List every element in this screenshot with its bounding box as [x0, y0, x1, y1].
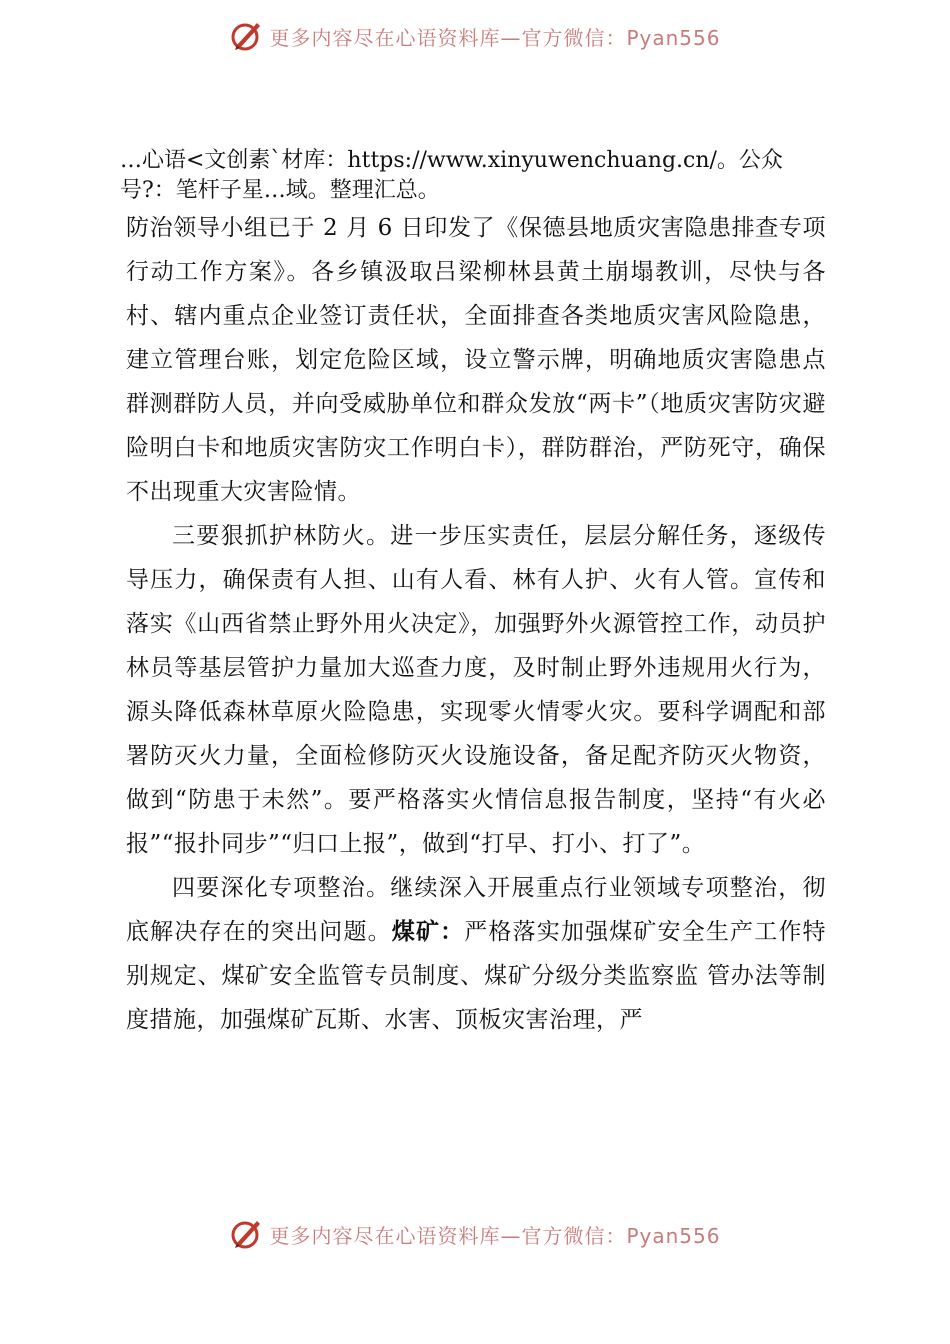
source-note: …心语<文创素`材库：https://www.xinyuwenchuang.cn/。公众号?：笔杆子星…域。整理汇总。	[120, 148, 783, 203]
header-banner-text: 更多内容尽在心语资料库—官方微信：Pyan556	[269, 25, 721, 50]
document-body	[120, 146, 827, 1042]
footer-banner	[0, 1212, 950, 1256]
footer-banner-text: 更多内容尽在心语资料库—官方微信：Pyan556	[269, 1223, 721, 1248]
pen-logo-icon	[229, 19, 263, 53]
paragraph-geohazard: 防治领导小组已于 2 月 6 日印发了《保德县地质灾害隐患排查专项行动工作方案》。各乡镇汲取吕梁柳林县黄土崩塌教训，尽快与各村、辖内重点企业签订责任状，全面排查各类地质灾害风险隐患，建立管理台账，划定危险区域，设立警示牌，明确地质灾害隐患点群测群防人员，并向受威胁单位和群众发放“两卡”（地质灾害防灾避险明白卡和地质灾害防灾工作明白卡），群防群治，严防死守，确保不出现重大灾害险情。	[126, 215, 826, 505]
paragraph-special-rectification	[126, 866, 826, 1042]
header-banner	[0, 14, 950, 58]
pen-logo-icon	[229, 1217, 263, 1251]
paragraph-coal-text: 严格落实加强煤矿安全生产工作特别规定、煤矿安全监管专员制度、煤矿分级分类监察监 管办法等制度措施，加强煤矿瓦斯、水害、顶板灾害治理，严	[126, 919, 827, 1033]
paragraph-intro-text: 四要深化专项整治。继续深入开展重点行业领域专项整治，彻底解决存在的突出问题。	[126, 875, 826, 945]
paragraph-forest-fire: 三要狠抓护林防火。进一步压实责任，层层分解任务，逐级传导压力，确保责有人担、山有人看、林有人护、火有人管。宣传和落实《山西省禁止野外用火决定》，加强野外火源管控工作，动员护林员等基层管护力量加大巡查力度，及时制止野外违规用火行为，源头降低森林草原火险隐患，实现零火情零火灾。要科学调配和部署防灭火力量，全面检修防灭火设施设备，备足配齐防灭火物资，做到“防患于未然”。要严格落实火情信息报告制度，坚持“有火必报”“报扑同步”“归口上报”，做到“打早、打小、打了”。	[126, 523, 826, 857]
coal-mine-term: 煤矿：	[391, 919, 465, 945]
